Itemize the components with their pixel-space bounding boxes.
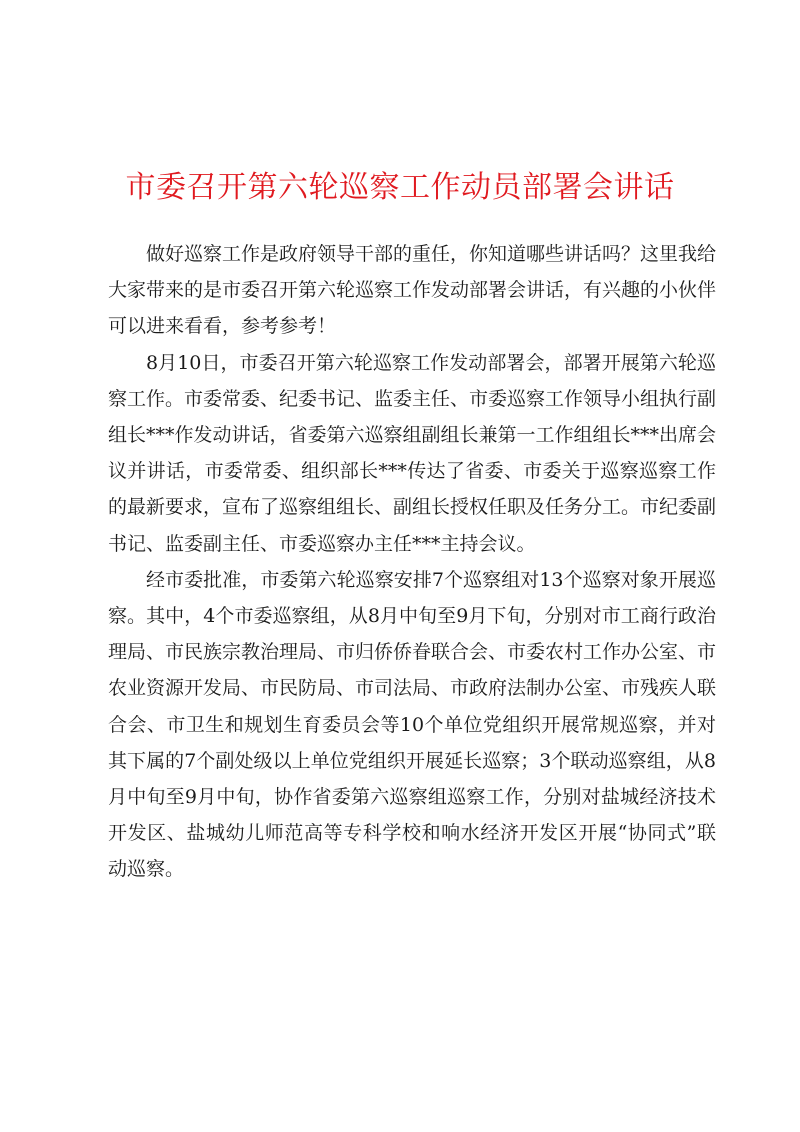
paragraph-meeting: 8月10日，市委召开第六轮巡察工作发动部署会，部署开展第六轮巡察工作。市委常委、纪委书记、监委主任、市委巡察工作领导小组执行副组长***作发动讲话，省委第六巡察组副组长兼第一工作组组长***出席会议并讲话，市委常委、组织部长***传达了省委、市委关于巡察巡察工作的最新要求，宣布了巡察组组长、副组长授权任职及任务分工。市纪委副书记、监委副主任、市委巡察办主任***主持会议。	[108, 351, 717, 555]
paragraph-arrangement: 经市委批准，市委第六轮巡察安排7个巡察组对13个巡察对象开展巡察。其中，4个市委巡察组，从8月中旬至9月下旬，分别对市工商行政治理局、市民族宗教治理局、市归侨侨眷联合会、市委农村工作办公室、市农业资源开发局、市民防局、市司法局、市政府法制办公室、市残疾人联合会、市卫生和规划生育委员会等10个单位党组织开展常规巡察，并对其下属的7个副处级以上单位党组织开展延长巡察；3个联动巡察组，从8月中旬至9月中旬，协作省委第六巡察组巡察工作，分别对盐城经济技术开发区、盐城幼儿师范高等专科学校和响水经济开发区开展“协同式”联动巡察。	[108, 568, 717, 881]
paragraph-intro: 做好巡察工作是政府领导干部的重任，你知道哪些讲话吗？这里我给大家带来的是市委召开第六轮巡察工作发动部署会讲话，有兴趣的小伙伴可以进来看看，参考参考！	[108, 243, 717, 338]
document-body	[108, 236, 716, 888]
document-title: 市委召开第六轮巡察工作动员部署会讲话	[125, 170, 675, 205]
